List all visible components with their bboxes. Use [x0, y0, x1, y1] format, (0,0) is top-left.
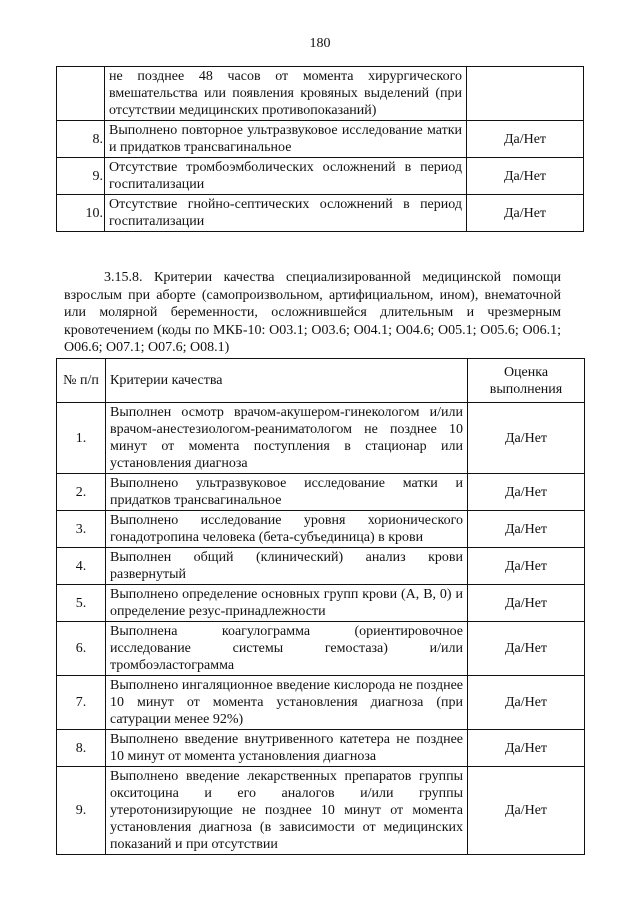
table-row — [57, 548, 585, 585]
row-number: 9. — [57, 767, 106, 855]
criteria-text: Выполнена коагулограмма (ориентировочное исследование системы гемостаза) и/или тромбоэластограмма — [106, 622, 468, 676]
row-number: 10. — [57, 195, 105, 232]
criteria-text: Выполнен осмотр врачом-акушером-гинекологом и/или врачом-анестезиологом-реаниматологом не позднее 10 минут от момента поступления в стационар или установления диагноза — [106, 403, 468, 474]
criteria-text: Выполнено ультразвуковое исследование матки и придатков трансвагинальное — [106, 474, 468, 511]
table-row — [57, 511, 585, 548]
criteria-text: Отсутствие гнойно-септических осложнений в период госпитализации — [105, 195, 467, 232]
row-number: 8. — [57, 121, 105, 158]
evaluation-cell: Да/Нет — [468, 622, 585, 676]
table-row — [57, 195, 584, 232]
criteria-text: Выполнено введение внутривенного катетера не позднее 10 минут от момента установления диагноза — [106, 730, 468, 767]
table-row — [57, 622, 585, 676]
row-number: 1. — [57, 403, 106, 474]
criteria-text: Выполнено определение основных групп крови (A, B, 0) и определение резус-принадлежности — [106, 585, 468, 622]
row-number: 8. — [57, 730, 106, 767]
row-number: 2. — [57, 474, 106, 511]
evaluation-cell: Да/Нет — [468, 548, 585, 585]
evaluation-cell: Да/Нет — [468, 767, 585, 855]
evaluation-cell: Да/Нет — [468, 511, 585, 548]
table-row — [57, 730, 585, 767]
table-row — [57, 474, 585, 511]
criteria-text: Отсутствие тромбоэмболических осложнений в период госпитализации — [105, 158, 467, 195]
evaluation-cell: Да/Нет — [468, 403, 585, 474]
criteria-text: Выполнено исследование уровня хорионического гонадотропина человека (бета-субъединица) в крови — [106, 511, 468, 548]
table-row — [57, 67, 584, 121]
criteria-text: Выполнено введение лекарственных препаратов группы окситоцина и его аналогов и/или группы утеротонизирующие не позднее 10 минут от момента установления диагноза (в зависимости от медицинских показаний и при отсутствии — [106, 767, 468, 855]
header-evaluation: Оценка выполнения — [468, 359, 585, 403]
row-number: 3. — [57, 511, 106, 548]
header-criteria: Критерии качества — [106, 359, 468, 403]
evaluation-cell: Да/Нет — [468, 676, 585, 730]
criteria-text: не позднее 48 часов от момента хирургического вмешательства или появления кровяных выделений (при отсутствии медицинских противопоказаний) — [105, 67, 467, 121]
row-number: 5. — [57, 585, 106, 622]
table-header-row — [57, 359, 585, 403]
row-number: 4. — [57, 548, 106, 585]
evaluation-cell: Да/Нет — [467, 195, 584, 232]
criteria-text: Выполнен общий (клинический) анализ крови развернутый — [106, 548, 468, 585]
row-number: 6. — [57, 622, 106, 676]
criteria-table-continued — [56, 66, 584, 232]
section-text: 3.15.8. Критерии качества специализированной медицинской помощи взрослым при аборте (самопроизвольном, артифициальном, ином), внематочной или молярной беременности, осложнившейся длительным и чрезмерным кровотечением (коды по МКБ-10: O03.1; O03.6; O04.1; O04.6; O05.1; O05.6; O06.1; O06.6; O07.1; O07.6; O08.1) — [64, 270, 561, 355]
evaluation-cell — [467, 67, 584, 121]
row-number: 7. — [57, 676, 106, 730]
criteria-text: Выполнено повторное ультразвуковое исследование матки и придатков трансвагинальное — [105, 121, 467, 158]
table-row — [57, 121, 584, 158]
table-row — [57, 403, 585, 474]
page-number: 180 — [309, 36, 331, 51]
evaluation-cell: Да/Нет — [467, 158, 584, 195]
section-heading-paragraph — [64, 269, 561, 357]
criteria-table — [56, 358, 585, 855]
evaluation-cell: Да/Нет — [467, 121, 584, 158]
table-row — [57, 767, 585, 855]
criteria-text: Выполнено ингаляционное введение кислорода не позднее 10 минут от момента установления диагноза (при сатурации менее 92%) — [106, 676, 468, 730]
table-row — [57, 585, 585, 622]
evaluation-cell: Да/Нет — [468, 474, 585, 511]
evaluation-cell: Да/Нет — [468, 730, 585, 767]
row-number: 9. — [57, 158, 105, 195]
evaluation-cell: Да/Нет — [468, 585, 585, 622]
table-row — [57, 676, 585, 730]
table-row — [57, 158, 584, 195]
header-number: № п/п — [57, 359, 106, 403]
row-number — [57, 67, 105, 121]
